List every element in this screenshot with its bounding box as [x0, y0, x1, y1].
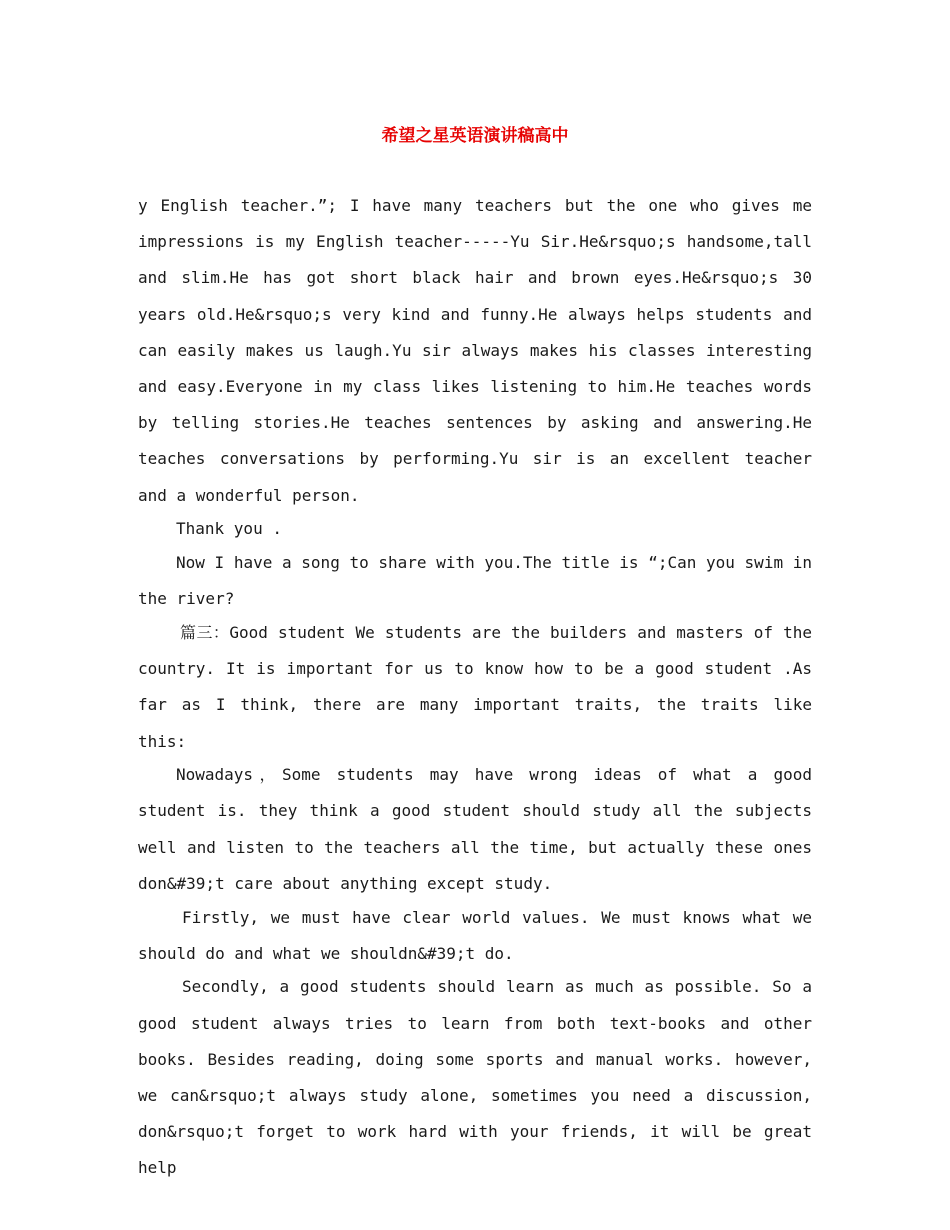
paragraph-thank-you: Thank you . — [176, 519, 282, 539]
paragraph-firstly: Firstly, we must have clear world values. We must knows what we should do and what we shouldn&#39;t do. — [138, 907, 812, 963]
paragraph-song: Now I have a song to share with you.The title is “;Can you swim in the river? — [138, 553, 812, 609]
document-title: 希望之星英语演讲稿高中 — [381, 126, 569, 146]
paragraph-nowadays: Nowadays，Some students may have wrong ideas of what a good student is. they think a good student should study all the subjects well and listen to the teachers all the time, but actually these ones don&#39;t care about anything except study. — [138, 765, 812, 893]
paragraph-good-student-intro: 篇三：Good student We students are the builders and masters of the country. It is important for us to know how to be a good student .As far as I think, there are many important traits, the traits like this: — [138, 622, 812, 751]
document-body — [138, 188, 812, 1187]
paragraph-secondly: Secondly, a good students should learn as much as possible. So a good student always tries to learn from both text-books and other books. Besides reading, doing some sports and manual works. however, we can&rsquo;t always study alone, sometimes you need a discussion, don&rsquo;t forget to work hard with your friends, it will be great help — [138, 977, 812, 1178]
paragraph-english-teacher: y English teacher.”; I have many teachers but the one who gives me impressions is my English teacher-----Yu Sir.He&rsquo;s handsome,tall and slim.He has got short black hair and brown eyes.He&rsquo;s 30 years old.He&rsquo;s very kind and funny.He always helps students and can easily makes us laugh.Yu sir always makes his classes interesting and easy.Everyone in my class likes listening to him.He teaches words by telling stories.He teaches sentences by asking and answering.He teaches conversations by performing.Yu sir is an excellent teacher and a wonderful person. — [138, 196, 812, 505]
